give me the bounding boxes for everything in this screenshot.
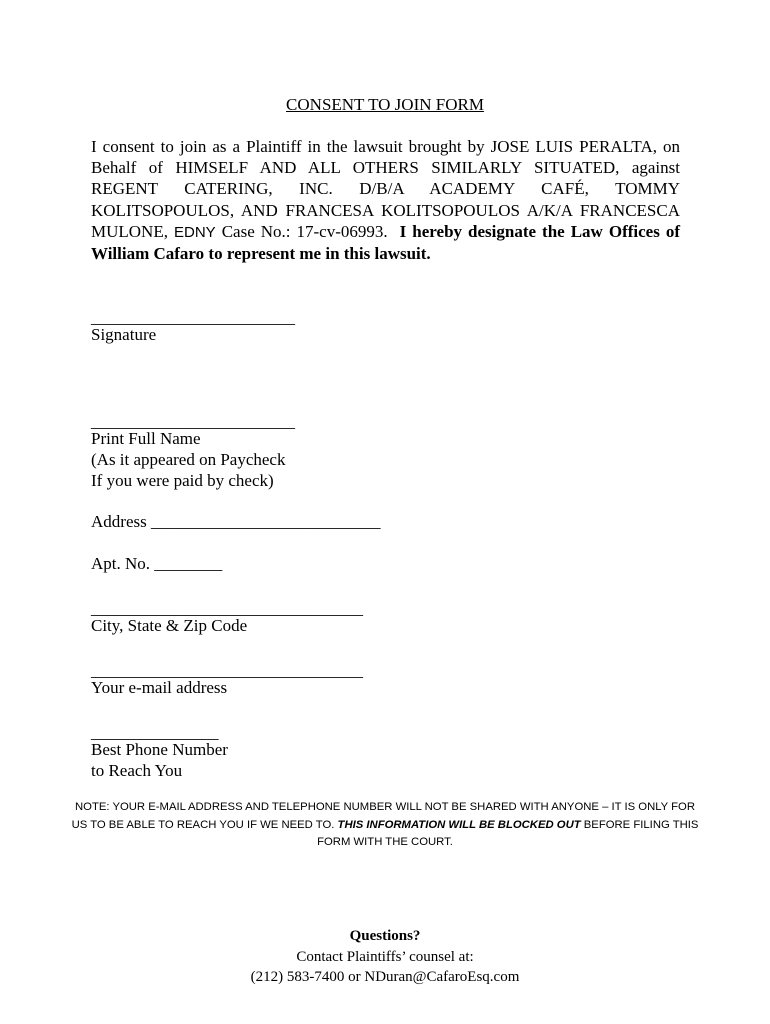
signature-label: Signature [91, 325, 157, 344]
contact-footer [0, 926, 770, 988]
case-number: Case No.: 17-cv-06993. [221, 221, 388, 241]
address-field[interactable]: Address ___________________________ [91, 512, 381, 531]
contact-details: (212) 583-7400 or NDuran@CafaroEsq.com [250, 969, 520, 985]
email-label: Your e-mail address [91, 678, 228, 697]
privacy-note [70, 799, 700, 852]
full-name-line[interactable]: ________________________ [91, 412, 295, 431]
apt-number-field[interactable]: Apt. No. ________ [91, 554, 223, 573]
full-name-note-2: If you were paid by check) [91, 471, 274, 490]
full-name-note-1: (As it appeared on Paycheck [91, 450, 286, 469]
email-line[interactable]: ________________________________ [91, 661, 363, 680]
privacy-note-end: BEFORE FILING THIS FORM WITH THE COURT. [317, 818, 699, 848]
form-title: CONSENT TO JOIN FORM [286, 95, 484, 114]
consent-text: I consent to join as a Plaintiff in the lawsuit brought by JOSE LUIS PERALTA, on Behalf of HIMSELF AND ALL OTHERS SIMILARLY SITUATED, against REGENT CATERING, INC. D/B/A ACADEMY CAFÉ, TOMMY KOLITSOPOULOS, AND FRANCESA KOLITSOPOULOS A/K/A FRANCESCA MULONE, [91, 137, 680, 241]
city-state-zip-line[interactable]: ________________________________ [91, 599, 363, 618]
signature-line[interactable]: ________________________ [91, 308, 295, 327]
counsel-designation: I hereby designate the Law Offices of William Cafaro to represent me in this lawsuit. [91, 221, 680, 264]
consent-paragraph [91, 136, 680, 264]
privacy-note-emphasis: THIS INFORMATION WILL BE BLOCKED OUT [337, 818, 581, 831]
phone-label-2: to Reach You [91, 761, 183, 780]
contact-line: Contact Plaintiffs’ counsel at: [296, 948, 474, 965]
phone-label-1: Best Phone Number [91, 740, 228, 759]
privacy-note-text: NOTE: YOUR E-MAIL ADDRESS AND TELEPHONE NUMBER WILL NOT BE SHARED WITH ANYONE – IT IS ONLY FOR US TO BE ABLE TO REACH YOU IF WE NEED TO. [71, 801, 695, 831]
city-state-zip-label: City, State & Zip Code [91, 616, 248, 635]
phone-line[interactable]: _______________ [91, 723, 219, 742]
full-name-label: Print Full Name [91, 429, 201, 448]
court-abbreviation: EDNY [173, 223, 216, 241]
questions-heading: Questions? [349, 928, 421, 944]
